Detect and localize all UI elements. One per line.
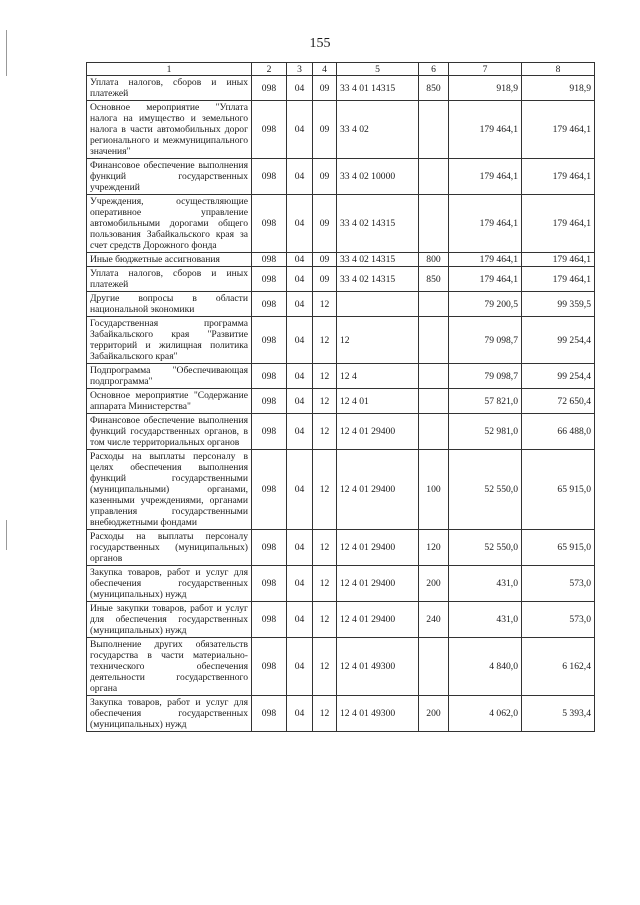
target-article-cell: 33 4 02 10000: [337, 159, 419, 195]
amount-year1-cell: 79 098,7: [449, 317, 522, 364]
section-code-cell: 04: [287, 267, 313, 292]
ministry-code-cell: 098: [252, 450, 287, 530]
amount-year1-cell: 431,0: [449, 566, 522, 602]
amount-year1-cell: 179 464,1: [449, 253, 522, 267]
expense-type-cell: [419, 101, 449, 159]
expense-type-cell: [419, 317, 449, 364]
row-name-cell: Основное мероприятие "Содержание аппарата Министерства": [87, 389, 252, 414]
expense-type-cell: [419, 414, 449, 450]
section-code-cell: 04: [287, 101, 313, 159]
section-code-cell: 04: [287, 638, 313, 696]
column-header: 3: [287, 63, 313, 76]
amount-year1-cell: 4 062,0: [449, 696, 522, 732]
subsection-code-cell: 12: [313, 450, 337, 530]
column-header: 6: [419, 63, 449, 76]
subsection-code-cell: 09: [313, 195, 337, 253]
subsection-code-cell: 12: [313, 414, 337, 450]
table-row: [87, 292, 595, 317]
expense-type-cell: 240: [419, 602, 449, 638]
amount-year2-cell: 99 254,4: [522, 364, 595, 389]
subsection-code-cell: 09: [313, 76, 337, 101]
target-article-cell: 33 4 02 14315: [337, 267, 419, 292]
ministry-code-cell: 098: [252, 292, 287, 317]
expense-type-cell: [419, 195, 449, 253]
subsection-code-cell: 12: [313, 364, 337, 389]
target-article-cell: 12: [337, 317, 419, 364]
table-row: [87, 267, 595, 292]
amount-year1-cell: 52 550,0: [449, 530, 522, 566]
target-article-cell: 33 4 02 14315: [337, 195, 419, 253]
amount-year1-cell: 179 464,1: [449, 159, 522, 195]
section-code-cell: 04: [287, 317, 313, 364]
ministry-code-cell: 098: [252, 602, 287, 638]
amount-year1-cell: 52 550,0: [449, 450, 522, 530]
amount-year1-cell: 79 098,7: [449, 364, 522, 389]
expense-type-cell: 120: [419, 530, 449, 566]
target-article-cell: 12 4 01 29400: [337, 414, 419, 450]
ministry-code-cell: 098: [252, 267, 287, 292]
expense-type-cell: 200: [419, 566, 449, 602]
row-name-cell: Иные бюджетные ассигнования: [87, 253, 252, 267]
ministry-code-cell: 098: [252, 414, 287, 450]
page-number: 155: [309, 36, 331, 51]
target-article-cell: 12 4 01 29400: [337, 566, 419, 602]
amount-year2-cell: 918,9: [522, 76, 595, 101]
section-code-cell: 04: [287, 389, 313, 414]
column-header: 5: [337, 63, 419, 76]
subsection-code-cell: 12: [313, 696, 337, 732]
row-name-cell: Финансовое обеспечение выполнения функций государственных учреждений: [87, 159, 252, 195]
expense-type-cell: [419, 292, 449, 317]
target-article-cell: 12 4: [337, 364, 419, 389]
ministry-code-cell: 098: [252, 530, 287, 566]
expense-type-cell: 850: [419, 267, 449, 292]
amount-year2-cell: 65 915,0: [522, 530, 595, 566]
amount-year2-cell: 65 915,0: [522, 450, 595, 530]
amount-year2-cell: 179 464,1: [522, 195, 595, 253]
column-header: 1: [87, 63, 252, 76]
ministry-code-cell: 098: [252, 253, 287, 267]
ministry-code-cell: 098: [252, 364, 287, 389]
row-name-cell: Расходы на выплаты персоналу государственных (муниципальных) органов: [87, 530, 252, 566]
table-row: [87, 389, 595, 414]
table-row: [87, 530, 595, 566]
amount-year2-cell: 99 359,5: [522, 292, 595, 317]
target-article-cell: 12 4 01 29400: [337, 530, 419, 566]
section-code-cell: 04: [287, 414, 313, 450]
ministry-code-cell: 098: [252, 101, 287, 159]
expense-type-cell: [419, 389, 449, 414]
target-article-cell: 33 4 02 14315: [337, 253, 419, 267]
section-code-cell: 04: [287, 292, 313, 317]
expense-type-cell: [419, 364, 449, 389]
section-code-cell: 04: [287, 450, 313, 530]
ministry-code-cell: 098: [252, 195, 287, 253]
target-article-cell: 12 4 01 29400: [337, 450, 419, 530]
target-article-cell: 33 4 02: [337, 101, 419, 159]
subsection-code-cell: 12: [313, 638, 337, 696]
scan-edge-mark: [6, 520, 7, 550]
table-row: [87, 253, 595, 267]
row-name-cell: Закупка товаров, работ и услуг для обеспечения государственных (муниципальных) нужд: [87, 696, 252, 732]
amount-year1-cell: 52 981,0: [449, 414, 522, 450]
subsection-code-cell: 12: [313, 602, 337, 638]
row-name-cell: Закупка товаров, работ и услуг для обеспечения государственных (муниципальных) нужд: [87, 566, 252, 602]
amount-year2-cell: 179 464,1: [522, 267, 595, 292]
target-article-cell: [337, 292, 419, 317]
amount-year2-cell: 5 393,4: [522, 696, 595, 732]
amount-year1-cell: 57 821,0: [449, 389, 522, 414]
row-name-cell: Учреждения, осуществляющие оперативное управление автомобильными дорогами общего пользования Забайкальского края за счет средств Дорожного фонда: [87, 195, 252, 253]
column-header: 8: [522, 63, 595, 76]
target-article-cell: 12 4 01 29400: [337, 602, 419, 638]
subsection-code-cell: 12: [313, 389, 337, 414]
expense-type-cell: 800: [419, 253, 449, 267]
expense-type-cell: [419, 159, 449, 195]
amount-year1-cell: 179 464,1: [449, 101, 522, 159]
subsection-code-cell: 12: [313, 292, 337, 317]
target-article-cell: 33 4 01 14315: [337, 76, 419, 101]
section-code-cell: 04: [287, 530, 313, 566]
row-name-cell: Финансовое обеспечение выполнения функций государственных органов, в том числе территориальных органов: [87, 414, 252, 450]
amount-year1-cell: 4 840,0: [449, 638, 522, 696]
budget-table: [86, 62, 595, 732]
table-row: [87, 602, 595, 638]
table-row: [87, 638, 595, 696]
expense-type-cell: 100: [419, 450, 449, 530]
table-header-row: [87, 63, 595, 76]
target-article-cell: 12 4 01 49300: [337, 638, 419, 696]
table-row: [87, 450, 595, 530]
row-name-cell: Основное мероприятие "Уплата налога на имущество и земельного налога в части автомобильных дорог регионального и межмуниципального значения": [87, 101, 252, 159]
section-code-cell: 04: [287, 566, 313, 602]
row-name-cell: Другие вопросы в области национальной экономики: [87, 292, 252, 317]
amount-year1-cell: 179 464,1: [449, 267, 522, 292]
section-code-cell: 04: [287, 195, 313, 253]
row-name-cell: Подпрограмма "Обеспечивающая подпрограмма": [87, 364, 252, 389]
amount-year1-cell: 918,9: [449, 76, 522, 101]
amount-year2-cell: 573,0: [522, 566, 595, 602]
table-row: [87, 566, 595, 602]
row-name-cell: Государственная программа Забайкальского края "Развитие территорий и жилищная политика Забайкальского края": [87, 317, 252, 364]
subsection-code-cell: 09: [313, 101, 337, 159]
expense-type-cell: 200: [419, 696, 449, 732]
expense-type-cell: 850: [419, 76, 449, 101]
amount-year1-cell: 79 200,5: [449, 292, 522, 317]
column-header: 7: [449, 63, 522, 76]
ministry-code-cell: 098: [252, 317, 287, 364]
subsection-code-cell: 09: [313, 253, 337, 267]
expense-type-cell: [419, 638, 449, 696]
subsection-code-cell: 12: [313, 530, 337, 566]
table-row: [87, 159, 595, 195]
table-row: [87, 317, 595, 364]
amount-year2-cell: 573,0: [522, 602, 595, 638]
amount-year1-cell: 431,0: [449, 602, 522, 638]
section-code-cell: 04: [287, 364, 313, 389]
subsection-code-cell: 09: [313, 267, 337, 292]
ministry-code-cell: 098: [252, 389, 287, 414]
ministry-code-cell: 098: [252, 638, 287, 696]
amount-year2-cell: 179 464,1: [522, 101, 595, 159]
column-header: 2: [252, 63, 287, 76]
amount-year2-cell: 99 254,4: [522, 317, 595, 364]
target-article-cell: 12 4 01: [337, 389, 419, 414]
row-name-cell: Расходы на выплаты персоналу в целях обеспечения выполнения функций государственными (муниципальными) органами, казенными учреждениями, органами управления государственными внебюджетными фондами: [87, 450, 252, 530]
row-name-cell: Выполнение других обязательств государства в части материально-технического обеспечения деятельности государственного органа: [87, 638, 252, 696]
column-header: 4: [313, 63, 337, 76]
amount-year2-cell: 66 488,0: [522, 414, 595, 450]
section-code-cell: 04: [287, 696, 313, 732]
amount-year1-cell: 179 464,1: [449, 195, 522, 253]
table-row: [87, 364, 595, 389]
subsection-code-cell: 09: [313, 159, 337, 195]
amount-year2-cell: 179 464,1: [522, 159, 595, 195]
table-row: [87, 696, 595, 732]
section-code-cell: 04: [287, 253, 313, 267]
ministry-code-cell: 098: [252, 76, 287, 101]
table-row: [87, 76, 595, 101]
section-code-cell: 04: [287, 602, 313, 638]
section-code-cell: 04: [287, 76, 313, 101]
amount-year2-cell: 179 464,1: [522, 253, 595, 267]
amount-year2-cell: 6 162,4: [522, 638, 595, 696]
subsection-code-cell: 12: [313, 566, 337, 602]
amount-year2-cell: 72 650,4: [522, 389, 595, 414]
ministry-code-cell: 098: [252, 696, 287, 732]
ministry-code-cell: 098: [252, 159, 287, 195]
table-row: [87, 195, 595, 253]
target-article-cell: 12 4 01 49300: [337, 696, 419, 732]
row-name-cell: Уплата налогов, сборов и иных платежей: [87, 76, 252, 101]
row-name-cell: Уплата налогов, сборов и иных платежей: [87, 267, 252, 292]
subsection-code-cell: 12: [313, 317, 337, 364]
section-code-cell: 04: [287, 159, 313, 195]
row-name-cell: Иные закупки товаров, работ и услуг для обеспечения государственных (муниципальных) нужд: [87, 602, 252, 638]
ministry-code-cell: 098: [252, 566, 287, 602]
table-row: [87, 101, 595, 159]
table-row: [87, 414, 595, 450]
